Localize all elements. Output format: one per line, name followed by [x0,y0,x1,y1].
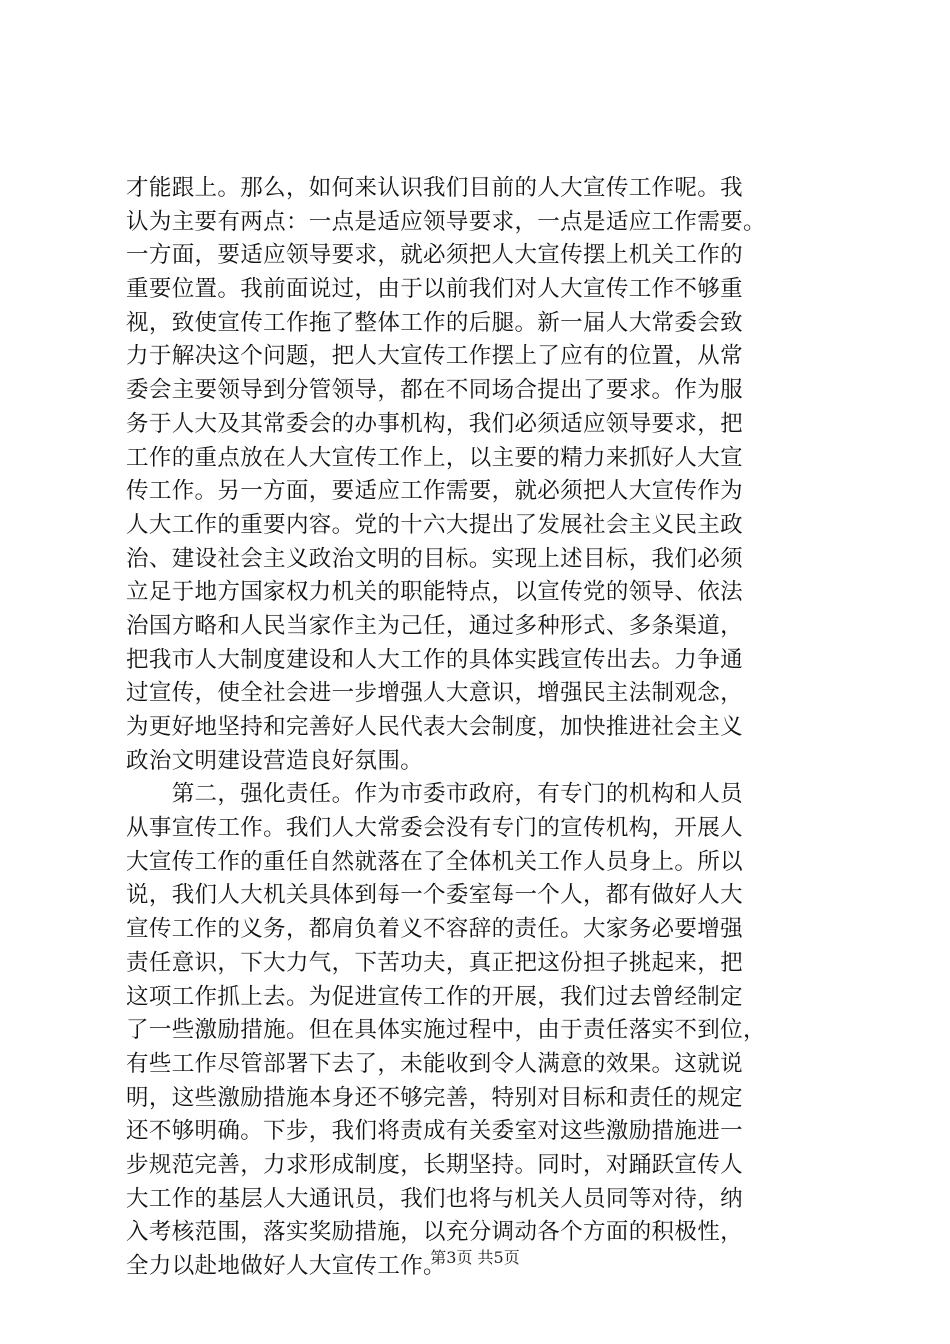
text-line: 务于人大及其常委会的办事机构，我们必须适应领导要求，把 [126,410,743,437]
text-line: 大宣传工作的重任自然就落在了全体机关工作人员身上。所以 [126,848,743,875]
text-line: 宣传工作的义务，都肩负着义不容辞的责任。大家务必要增强 [126,916,743,943]
text-line: 说，我们人大机关具体到每一个委室每一个人，都有做好人大 [126,882,743,909]
text-line: 入考核范围，落实奖励措施，以充分调动各个方面的积极性， [126,1219,743,1246]
text-line: 重要位置。我前面说过，由于以前我们对人大宣传工作不够重 [126,276,743,303]
text-line: 才能跟上。那么，如何来认识我们目前的人大宣传工作呢。我 [126,175,743,201]
text-line: 立足于地方国家权力机关的职能特点，以宣传党的领导、依法 [126,579,743,606]
text-line: 这项工作抓上去。为促进宣传工作的开展，我们过去曾经制定 [126,983,743,1010]
text-line: 视，致使宣传工作拖了整体工作的后腿。新一届人大常委会致 [126,309,743,336]
text-line: 把我市人大制度建设和人大工作的具体实践宣传出去。力争通 [126,646,743,673]
text-line: 过宣传，使全社会进一步增强人大意识，增强民主法制观念， [126,680,743,707]
text-line: 大工作的基层人大通讯员，我们也将与机关人员同等对待，纳 [126,1185,743,1212]
text-line: 还不够明确。下步，我们将责成有关委室对这些激励措施进一 [126,1118,743,1145]
text-line: 人大工作的重要内容。党的十六大提出了发展社会主义民主政 [126,511,743,538]
text-line: 为更好地坚持和完善好人民代表大会制度，加快推进社会主义 [126,714,743,740]
text-line: 治、建设社会主义政治文明的目标。实现上述目标，我们必须 [126,545,743,572]
text-line: 政治文明建设营造良好氛围。 [126,747,424,774]
page-number-footer: 第3页 共5页 [430,1248,520,1267]
text-line: 了一些激励措施。但在具体实施过程中，由于责任落实不到位， [126,1017,766,1044]
text-line: 委会主要领导到分管领导，都在不同场合提出了要求。作为服 [126,377,743,404]
document-body [126,172,836,1284]
text-line: 全力以赴地做好人大宣传工作。 [126,1253,446,1279]
text-line: 一方面，要适应领导要求，就必须把人大宣传摆上机关工作的 [126,242,743,269]
text-line: 第二，强化责任。作为市委市政府，有专门的机构和人员 [126,781,743,808]
text-line: 传工作。另一方面，要适应工作需要，就必须把人大宣传作为 [126,478,743,505]
text-line: 认为主要有两点：一点是适应领导要求，一点是适应工作需要。 [126,208,766,235]
text-line: 从事宣传工作。我们人大常委会没有专门的宣传机构，开展人 [126,815,743,842]
text-line: 明，这些激励措施本身还不够完善，特别对目标和责任的规定 [126,1084,743,1111]
text-line: 有些工作尽管部署下去了，未能收到令人满意的效果。这就说 [126,1050,743,1077]
text-line: 力于解决这个问题，把人大宣传工作摆上了应有的位置，从常 [126,343,743,370]
text-line: 责任意识，下大力气，下苦功夫，真正把这份担子挑起来，把 [126,949,743,976]
text-line: 步规范完善，力求形成制度，长期坚持。同时，对踊跃宣传人 [126,1151,743,1178]
text-line: 治国方略和人民当家作主为己任，通过多种形式、多条渠道， [126,612,743,639]
text-line: 工作的重点放在人大宣传工作上，以主要的精力来抓好人大宣 [126,444,743,471]
